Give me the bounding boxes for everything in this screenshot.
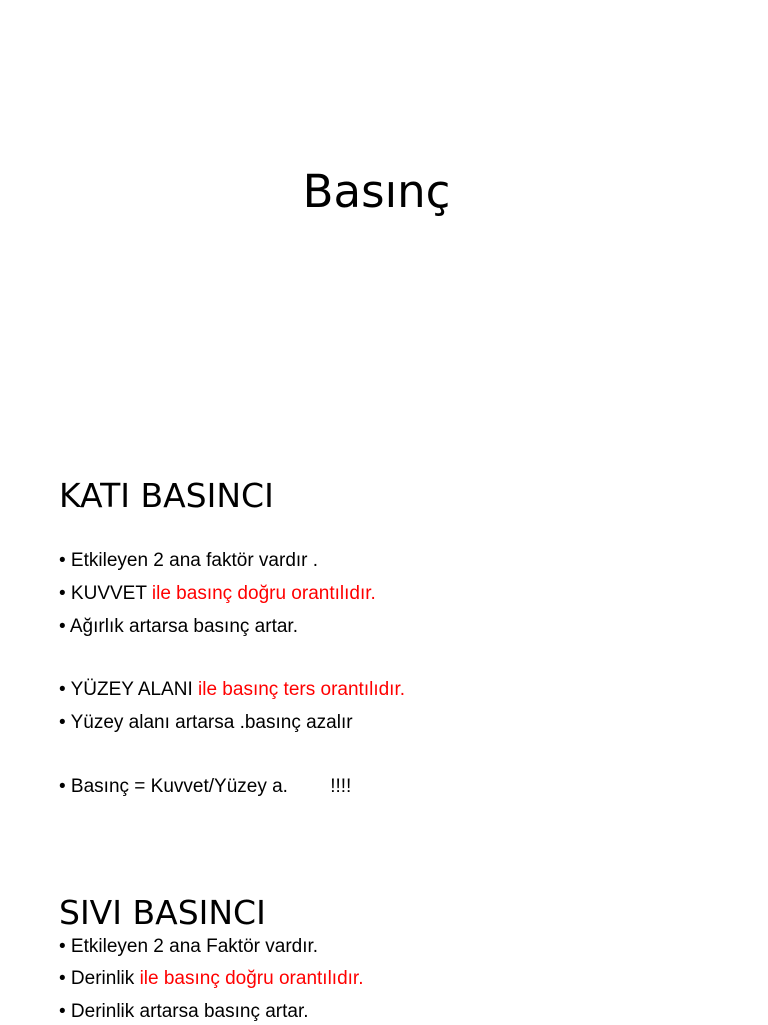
bullet-item bbox=[59, 710, 353, 736]
bullet-highlight: ile basınç doğru orantılıdır. bbox=[139, 968, 364, 989]
bullet-highlight: ile basınç ters orantılıdır. bbox=[198, 679, 406, 700]
slide-title: Basınç bbox=[302, 165, 451, 218]
bullet-text: • Ağırlık artarsa basınç artar. bbox=[59, 616, 298, 637]
bullet-text: • Etkileyen 2 ana faktör vardır . bbox=[59, 550, 319, 571]
bullet-item bbox=[59, 548, 318, 574]
bullet-text: • YÜZEY ALANI bbox=[59, 679, 199, 700]
bullet-item bbox=[59, 614, 298, 640]
section-heading-sivi-basinci: SIVI BASINCI bbox=[59, 893, 266, 932]
bullet-item bbox=[59, 774, 351, 800]
bullet-highlight: ile basınç doğru orantılıdır. bbox=[151, 583, 376, 604]
bullet-item bbox=[59, 999, 309, 1025]
bullet-text: • Derinlik artarsa basınç artar. bbox=[59, 1001, 309, 1022]
section-heading-kati-basinci: KATI BASINCI bbox=[59, 476, 274, 515]
bullet-text: • Derinlik bbox=[59, 968, 140, 989]
bullet-item bbox=[59, 966, 363, 992]
bullet-text: • Yüzey alanı artarsa .basınç azalır bbox=[59, 712, 353, 733]
bullet-item bbox=[59, 581, 376, 607]
bullet-item bbox=[59, 934, 318, 960]
bullet-item bbox=[59, 677, 405, 703]
bullet-text: • Etkileyen 2 ana Faktör vardır. bbox=[59, 936, 319, 957]
bullet-text: • Basınç = Kuvvet/Yüzey a. !!!! bbox=[59, 776, 352, 797]
bullet-text: • KUVVET bbox=[59, 583, 152, 604]
